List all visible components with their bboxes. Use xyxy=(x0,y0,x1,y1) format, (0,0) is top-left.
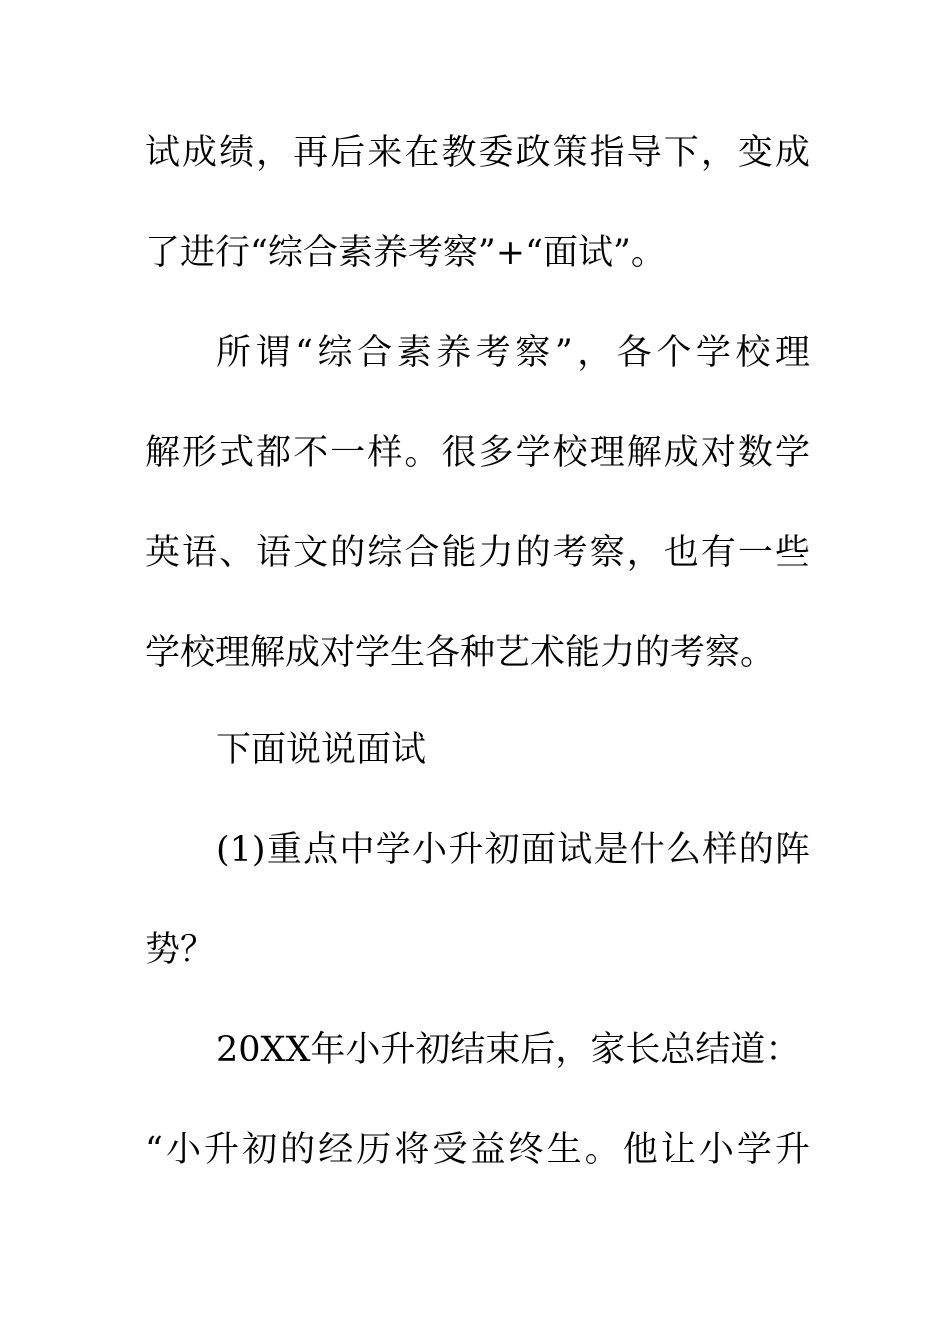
text-line-6: 学校理解成对学生各种艺术能力的考察。 xyxy=(145,633,776,673)
text-line-5: 英语、语文的综合能力的考察，也有一些 xyxy=(145,533,810,573)
text-line-1: 试成绩，再后来在教委政策指导下，变成 xyxy=(145,133,810,173)
text-line-10: 20XX年小升初结束后，家长总结道： xyxy=(216,1030,801,1070)
text-line-4: 解形式都不一样。很多学校理解成对数学 xyxy=(145,433,810,473)
text-line-8: (1)重点中学小升初面试是什么样的阵 xyxy=(216,830,810,870)
text-line-11: “小升初的经历将受益终生。他让小学升 xyxy=(145,1130,810,1170)
text-line-9: 势？ xyxy=(145,930,216,970)
text-line-3: 所谓“综合素养考察”，各个学校理 xyxy=(216,333,810,373)
text-line-2: 了进行“综合素养考察”+“面试”。 xyxy=(145,233,666,273)
text-line-7: 下面说说面试 xyxy=(216,730,427,770)
